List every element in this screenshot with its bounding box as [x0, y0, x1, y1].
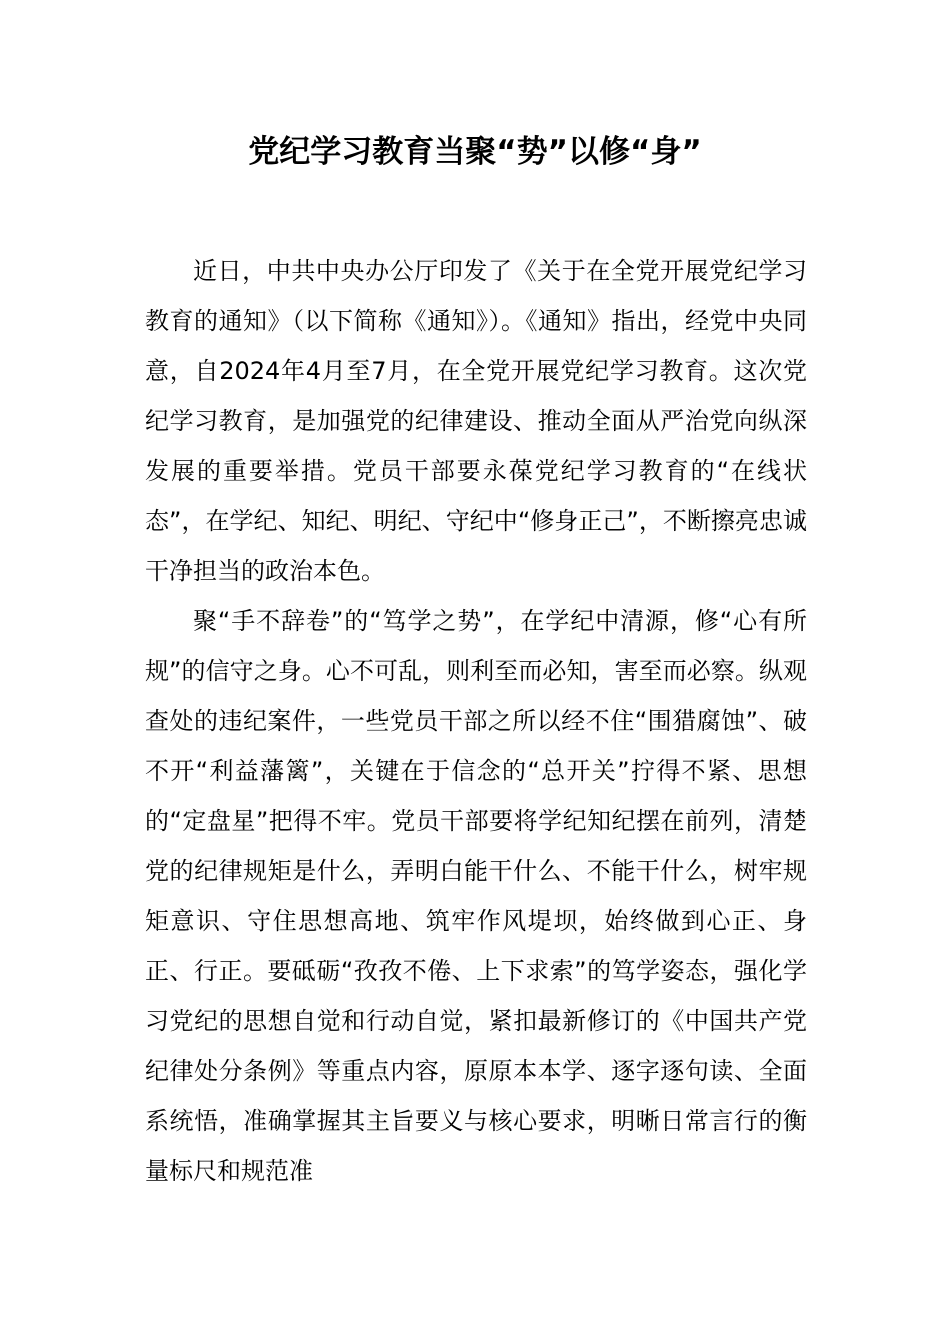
- paragraph-1: 近日，中共中央办公厅印发了《关于在全党开展党纪学习教育的通知》（以下简称《通知》）。《通知》指出，经党中央同意，自2024年4月至7月，在全党开展党纪学习教育。这次党纪学习教育，是加强党的纪律建设、推动全面从严治党向纵深发展的重要举措。党员干部要永葆党纪学习教育的“在线状态”，在学纪、知纪、明纪、守纪中“修身正己”，不断擦亮忠诚干净担当的政治本色。: [145, 257, 807, 585]
- document-body: [145, 246, 807, 1196]
- document-title: 党纪学习教育当聚“势”以修“身”: [248, 134, 702, 170]
- paragraph-2: 聚“手不辞卷”的“笃学之势”，在学纪中清源，修“心有所规”的信守之身。心不可乱，则利至而必知，害至而必察。纵观查处的违纪案件，一些党员干部之所以经不住“围猎腐蚀”、破不开“利益藩篱”，关键在于信念的“总开关”拧得不紧、思想的“定盘星”把得不牢。党员干部要将学纪知纪摆在前列，清楚党的纪律规矩是什么，弄明白能干什么、不能干什么，树牢规矩意识、守住思想高地、筑牢作风堤坝，始终做到心正、身正、行正。要砥砺“孜孜不倦、上下求索”的笃学姿态，强化学习党纪的思想自觉和行动自觉，紧扣最新修订的《中国共产党纪律处分条例》等重点内容，原原本本学、逐字逐句读、全面系统悟，准确掌握其主旨要义与核心要求，明晰日常言行的衡量标尺和规范准: [145, 607, 807, 1185]
